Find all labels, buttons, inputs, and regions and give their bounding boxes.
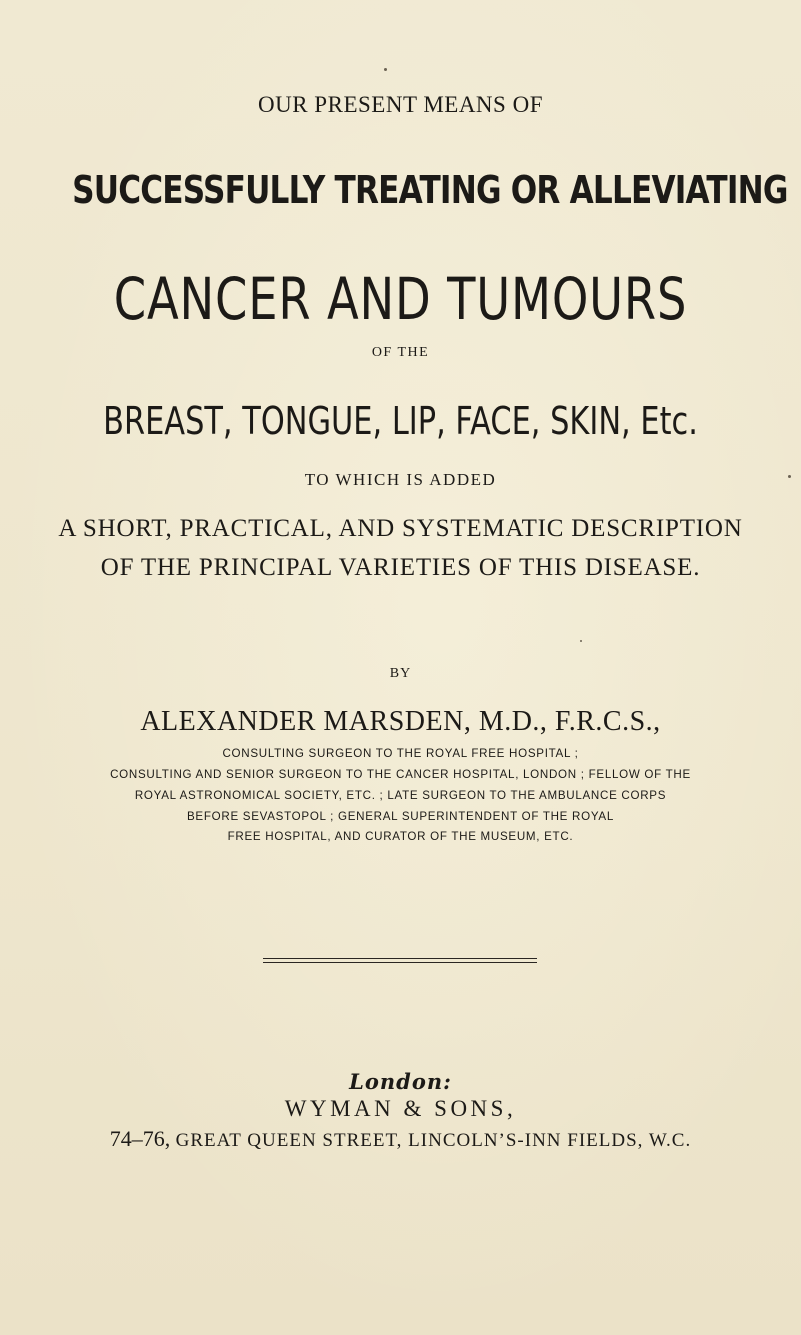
imprint-address <box>0 1126 801 1152</box>
title-line-of-the: OF THE <box>371 345 430 360</box>
title-line-successfully: SUCCESSFULLY TREATING OR ALLEVIATING <box>72 168 788 212</box>
author-credentials-line: FREE HOSPITAL, AND CURATOR OF THE MUSEUM, ETC. <box>227 830 574 843</box>
double-rule-divider-bottom <box>263 962 537 963</box>
paper-speck <box>788 475 791 478</box>
author-credentials-line: CONSULTING SURGEON TO THE ROYAL FREE HOSPITAL ; <box>222 747 579 760</box>
author-name: ALEXANDER MARSDEN, M.D., F.R.C.S., <box>140 706 661 737</box>
byline-by: BY <box>389 666 412 681</box>
title-line-body-parts: BREAST, TONGUE, LIP, FACE, SKIN, Etc. <box>103 399 698 443</box>
author-credentials-line: ROYAL ASTRONOMICAL SOCIETY, ETC. ; LATE SURGEON TO THE AMBULANCE CORPS <box>134 789 667 802</box>
imprint-address-street: GREAT QUEEN STREET, LINCOLN’S-INN FIELDS, W.C. <box>175 1130 692 1151</box>
subtitle-description-line-1: A SHORT, PRACTICAL, AND SYSTEMATIC DESCRIPTION <box>58 515 743 542</box>
imprint-publisher: WYMAN & SONS, <box>284 1096 517 1121</box>
subtitle-description-line-2: OF THE PRINCIPAL VARIETIES OF THIS DISEASE. <box>100 554 701 581</box>
title-line-present-means: OUR PRESENT MEANS OF <box>258 92 543 117</box>
author-credentials-line: CONSULTING AND SENIOR SURGEON TO THE CANCER HOSPITAL, LONDON ; FELLOW OF THE <box>110 768 691 781</box>
paper-speck <box>580 640 582 642</box>
imprint-address-number: 74–76, <box>109 1126 171 1151</box>
title-line-cancer-tumours: CANCER AND TUMOURS <box>113 265 688 333</box>
author-credentials-line: BEFORE SEVASTOPOL ; GENERAL SUPERINTENDENT OF THE ROYAL <box>187 810 614 823</box>
paper-speck <box>384 68 387 71</box>
imprint-place: London: <box>349 1069 452 1094</box>
subtitle-added-intro: TO WHICH IS ADDED <box>304 470 497 489</box>
double-rule-divider-top <box>263 958 537 959</box>
